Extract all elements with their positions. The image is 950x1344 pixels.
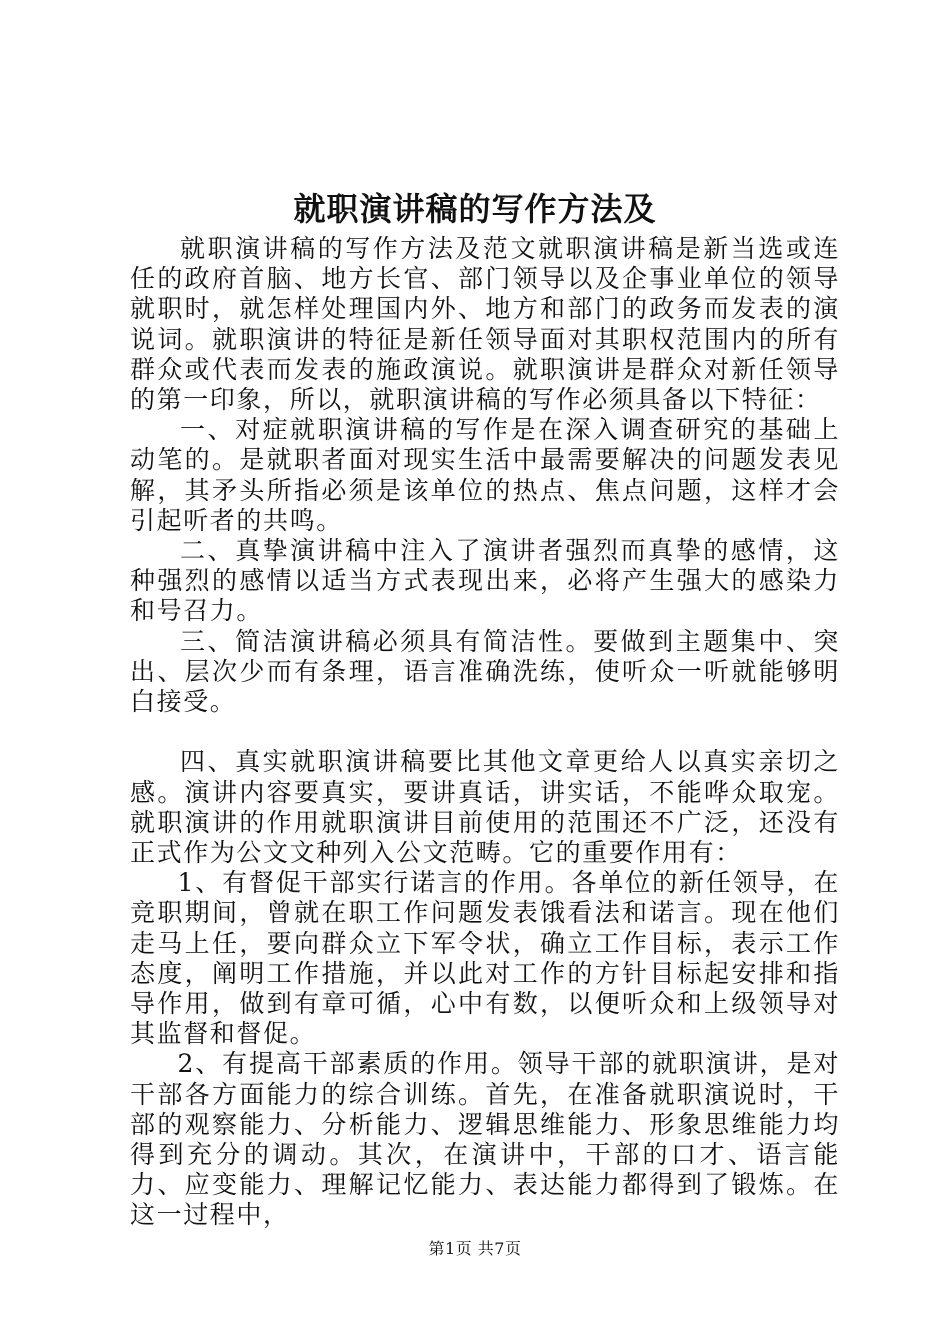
page-footer: 第1页 共7页 (428, 1239, 522, 1258)
document-title: 就职演讲稿的写作方法及 (293, 190, 657, 228)
blank-line (130, 717, 840, 747)
document-body (130, 234, 840, 1231)
paragraph-point-2: 二、真挚演讲稿中注入了演讲者强烈而真挚的感情，这种强烈的感情以适当方式表现出来，必将产生强大的感染力和号召力。 (130, 536, 840, 626)
paragraph-role-2: 2、有提高干部素质的作用。领导干部的就职演讲，是对干部各方面能力的综合训练。首先，在准备就职演说时，干部的观察能力、分析能力、逻辑思维能力、形象思维能力均得到充分的调动。其次，在演讲中，干部的口才、语言能力、应变能力、理解记忆能力、表达能力都得到了锻炼。在这一过程中， (130, 1049, 840, 1230)
paragraph-role-1: 1、有督促干部实行诺言的作用。各单位的新任领导，在竞职期间，曾就在职工作问题发表饿看法和诺言。现在他们走马上任，要向群众立下军令状，确立工作目标，表示工作态度，阐明工作措施，并以此对工作的方针目标起安排和指导作用，做到有章可循，心中有数，以便听众和上级领导对其监督和督促。 (130, 868, 840, 1049)
paragraph-point-1: 一、对症就职演讲稿的写作是在深入调查研究的基础上动笔的。是就职者面对现实生活中最需要解决的问题发表见解，其矛头所指必须是该单位的热点、焦点问题，这样才会引起听者的共鸣。 (130, 415, 840, 535)
paragraph-intro: 就职演讲稿的写作方法及范文就职演讲稿是新当选或连任的政府首脑、地方长官、部门领导以及企事业单位的领导就职时，就怎样处理国内外、地方和部门的政务而发表的演说词。就职演讲的特征是新任领导面对其职权范围内的所有群众或代表而发表的施政演说。就职演讲是群众对新任领导的第一印象，所以，就职演讲稿的写作必须具备以下特征： (130, 234, 840, 415)
paragraph-point-4: 四、真实就职演讲稿要比其他文章更给人以真实亲切之感。演讲内容要真实，要讲真话，讲实话，不能哗众取宠。就职演讲的作用就职演讲目前使用的范围还不广泛，还没有正式作为公文文种列入公文范畴。它的重要作用有： (130, 747, 840, 868)
paragraph-point-3: 三、简洁演讲稿必须具有简洁性。要做到主题集中、突出、层次少而有条理，语言准确洗练，使听众一听就能够明白接受。 (130, 626, 840, 717)
